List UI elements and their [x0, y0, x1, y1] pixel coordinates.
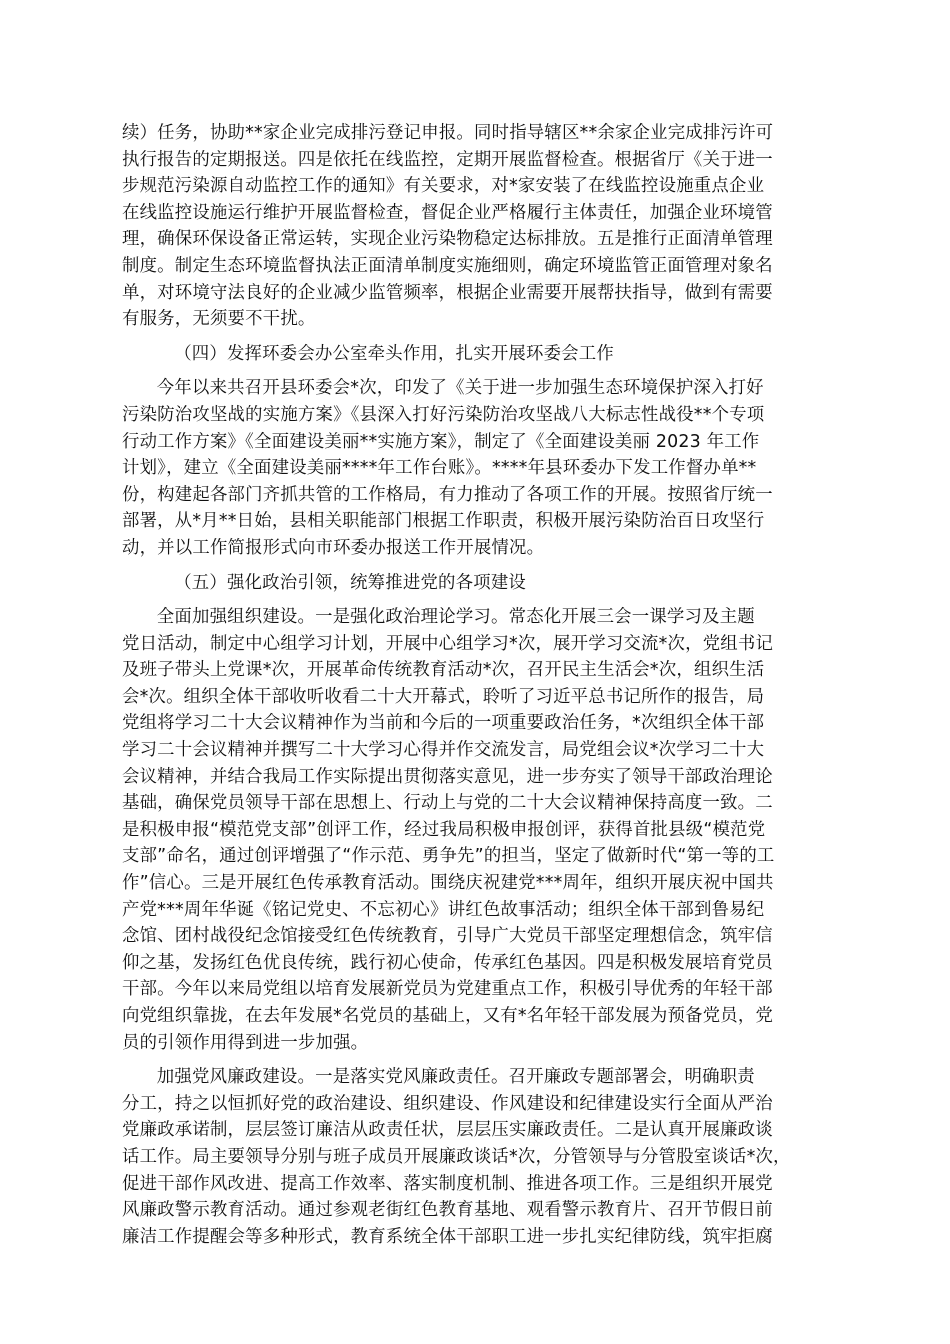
text-line: 员的引领作用得到进一步加强。 — [122, 1032, 369, 1053]
text-line: 单，对环境守法良好的企业减少监管频率，根据企业需要开展帮扶指导，做到有需要 — [122, 282, 773, 303]
text-line: 部署，从*月**日始，县相关职能部门根据工作职责，积极开展污染防治百日攻坚行 — [122, 511, 765, 532]
text-line: 话工作。局主要领导分别与班子成员开展廉政谈话*次，分管领导与分管股室谈话*次， — [122, 1146, 791, 1167]
text-line: 动，并以工作简报形式向市环委办报送工作开展情况。 — [122, 537, 545, 558]
paragraph-organization-building — [122, 604, 840, 1056]
text-line: 今年以来共召开县环委会*次，印发了《关于进一步加强生态环境保护深入打好 — [156, 378, 764, 399]
text-line: 党组将学习二十大会议精神作为当前和今后的一项重要政治任务，*次组织全体干部 — [122, 713, 765, 734]
paragraph-pollution-permit — [122, 120, 840, 333]
text-line: 制度。制定生态环境监督执法正面清单制度实施细则，确定环境监管正面管理对象名 — [122, 255, 773, 276]
text-line: 产党***周年华诞《铭记党史、不忘初心》讲红色故事活动；组织全体干部到鲁易纪 — [122, 899, 765, 920]
paragraph-environment-committee — [122, 375, 840, 561]
text-line: 加强党风廉政建设。一是落实党风廉政责任。召开廉政专题部署会，明确职责 — [156, 1067, 755, 1088]
text-line: 会议精神，并结合我局工作实际提出贯彻落实意见，进一步夯实了领导干部政治理论 — [122, 766, 773, 787]
text-line: 续）任务，协助**家企业完成排污登记申报。同时指导辖区**余家企业完成排污许可 — [122, 123, 774, 143]
text-line: 执行报告的定期报送。四是依托在线监控，定期开展监督检查。根据省厅《关于进一 — [122, 149, 773, 170]
text-line: 是积极申报“模范党支部”创评工作，经过我局积极申报创评，获得首批县级“模范党 — [122, 819, 766, 840]
text-line: 会*次。组织全体干部收听收看二十大开幕式，聆听了习近平总书记所作的报告，局 — [122, 686, 765, 707]
section-heading-5 — [122, 570, 840, 597]
text-line: 全面加强组织建设。一是强化政治理论学习。常态化开展三会一课学习及主题 — [156, 607, 755, 628]
paragraph-integrity-building — [122, 1064, 840, 1250]
text-line: 行动工作方案》《全面建设美丽**实施方案》，制定了《全面建设美丽 2023 年工作 — [122, 431, 760, 452]
heading-text: （四）发挥环委会办公室牵头作用，扎实开展环委会工作 — [174, 343, 614, 364]
document-page — [122, 120, 840, 1250]
text-line: 学习二十会议精神并撰写二十大学习心得并作交流发言，局党组会议*次学习二十大 — [122, 740, 765, 761]
text-line: 仰之基，发扬红色优良传统，践行初心使命，传承红色基因。四是积极发展培育党员 — [122, 952, 773, 973]
text-line: 廉洁工作提醒会等多种形式，教育系统全体干部职工进一步扎实纪律防线，筑牢拒腐 — [122, 1226, 773, 1247]
heading-text: （五）强化政治引领，统筹推进党的各项建设 — [174, 572, 527, 593]
text-line: 在线监控设施运行维护开展监督检查，督促企业严格履行主体责任，加强企业环境管 — [122, 202, 773, 223]
text-line: 支部”命名，通过创评增强了“作示范、勇争先”的担当，坚定了做新时代“第一等的工 — [122, 846, 775, 867]
text-line: 基础，确保党员领导干部在思想上、行动上与党的二十大会议精神保持高度一致。二 — [122, 793, 773, 814]
text-line: 风廉政警示教育活动。通过参观老街红色教育基地、观看警示教育片、召开节假日前 — [122, 1200, 773, 1221]
text-line: 份，构建起各部门齐抓共管的工作格局，有力推动了各项工作的开展。按照省厅统一 — [122, 484, 773, 505]
text-line: 分工，持之以恒抓好党的政治建设、组织建设、作风建设和纪律建设实行全面从严治 — [122, 1093, 773, 1114]
text-line: 干部。今年以来局党组以培育发展新党员为党建重点工作，积极引导优秀的年轻干部 — [122, 979, 773, 1000]
text-line: 党廉政承诺制，层层签订廉洁从政责任状，层层压实廉政责任。二是认真开展廉政谈 — [122, 1120, 773, 1141]
text-line: 及班子带头上党课*次，开展革命传统教育活动*次，召开民主生活会*次，组织生活 — [122, 660, 765, 681]
text-line: 向党组织靠拢，在去年发展*名党员的基础上，又有*名年轻干部发展为预备党员，党 — [122, 1006, 774, 1026]
text-line: 计划》，建立《全面建设美丽****年工作台账》。****年县环委办下发工作督办单** — [122, 458, 757, 479]
text-line: 理，确保环保设备正常运转，实现企业污染物稳定达标排放。五是推行正面清单管理 — [122, 229, 773, 250]
text-line: 党日活动，制定中心组学习计划，开展中心组学习*次，展开学习交流*次，党组书记 — [122, 633, 774, 654]
text-line: 念馆、团村战役纪念馆接受红色传统教育，引导广大党员干部坚定理想信念，筑牢信 — [122, 926, 773, 947]
text-line: 有服务，无须要不干扰。 — [122, 309, 316, 330]
text-line: 污染防治攻坚战的实施方案》《县深入打好污染防治攻坚战八大标志性战役**个专项 — [122, 404, 765, 425]
text-line: 步规范污染源自动监控工作的通知》有关要求，对*家安装了在线监控设施重点企业 — [122, 176, 765, 197]
text-line: 促进干部作风改进、提高工作效率、落实制度机制、推进各项工作。三是组织开展党 — [122, 1173, 773, 1194]
section-heading-4 — [122, 341, 840, 368]
text-line: 作”信心。三是开展红色传承教育活动。围绕庆祝建党***周年，组织开展庆祝中国共 — [122, 873, 774, 894]
